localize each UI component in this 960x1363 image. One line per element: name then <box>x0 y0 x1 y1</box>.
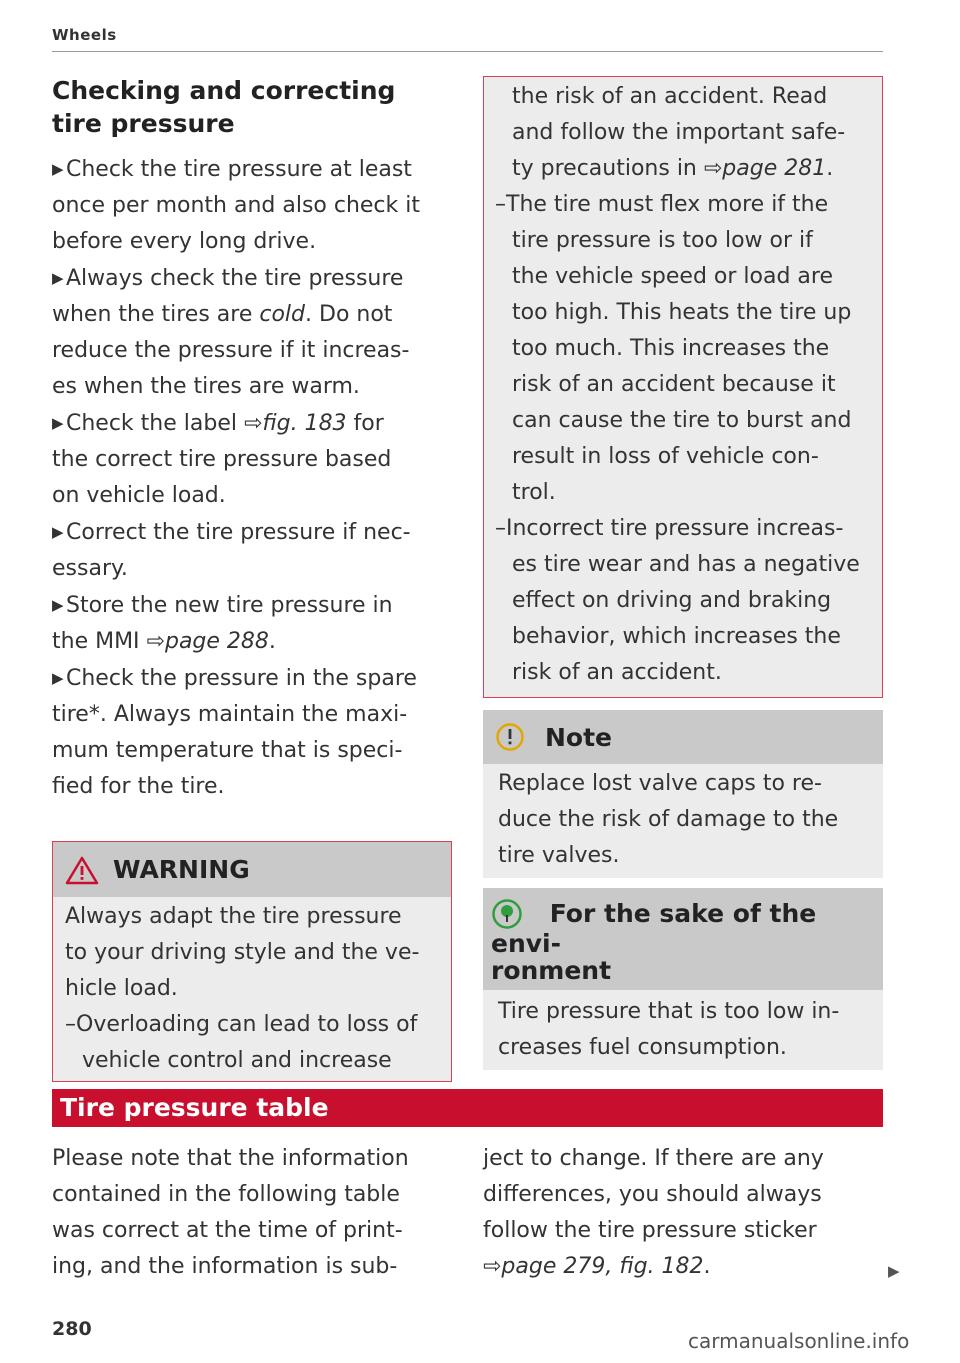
intro-text-line: was correct at the time of print- <box>52 1218 403 1243</box>
warning-text-line: too much. This increases the <box>512 336 830 361</box>
note-text-line: Replace lost valve caps to re- <box>498 771 822 796</box>
bullet-triangle-icon: ▶ <box>52 596 64 614</box>
warning-text-line: to your driving style and the ve- <box>65 940 420 965</box>
intro-text-line: differences, you should always <box>483 1182 822 1207</box>
bullet-triangle-icon: ▶ <box>52 269 64 287</box>
warning-text-line: ty precautions in ⇨page 281. <box>512 156 834 181</box>
bullet-item: ▶ Always check the tire pressure <box>52 260 452 297</box>
note-text-line: tire valves. <box>498 843 620 868</box>
bullet-continuation: es when the tires are warm. <box>52 374 360 399</box>
warning-continuation-box <box>483 76 883 698</box>
environment-text-line: creases fuel consumption. <box>498 1035 787 1060</box>
bullet-item: ▶ Check the pressure in the spare <box>52 660 452 697</box>
intro-text-line: contained in the following table <box>52 1182 400 1207</box>
left-column <box>52 74 452 1082</box>
warning-text-line: trol. <box>512 480 556 505</box>
note-title: Note <box>545 722 613 752</box>
bullet-triangle-icon: ▶ <box>52 669 64 687</box>
environment-text-line: Tire pressure that is too low in- <box>498 999 840 1024</box>
warning-text-line: risk of an accident. <box>512 660 722 685</box>
note-box <box>483 710 883 878</box>
bullet-item: ▶ Check the tire pressure at least <box>52 151 452 188</box>
warning-text-line: –The tire must flex more if the <box>495 192 829 217</box>
table-intro-right <box>483 1141 883 1285</box>
page-number: 280 <box>52 1318 92 1340</box>
bullet-continuation: fied for the tire. <box>52 774 225 799</box>
intro-text-line: follow the tire pressure sticker <box>483 1218 817 1243</box>
warning-text-line: Always adapt the tire pressure <box>65 904 402 929</box>
page-figure-reference-link[interactable]: ⇨page 279, fig. 182 <box>483 1254 704 1279</box>
right-column <box>483 76 883 1070</box>
bullet-continuation: mum temperature that is speci- <box>52 738 403 763</box>
environment-title-line2: ronment <box>491 956 612 985</box>
intro-text-line: Please note that the information <box>52 1146 409 1171</box>
environment-body <box>483 990 883 1070</box>
warning-text-line: can cause the tire to burst and <box>512 408 852 433</box>
warning-text-line: risk of an accident because it <box>512 372 836 397</box>
bullet-continuation: on vehicle load. <box>52 483 226 508</box>
bullet-continuation: tire*. Always maintain the maxi- <box>52 702 408 727</box>
bullet-continuation: once per month and also check it <box>52 193 420 218</box>
bullet-triangle-icon: ▶ <box>52 523 64 541</box>
note-exclamation-icon <box>495 722 525 752</box>
intro-text-line: ⇨page 279, fig. 182. <box>483 1254 711 1279</box>
table-intro-left <box>52 1141 452 1285</box>
warning-text-line: hicle load. <box>65 976 178 1001</box>
bullet-triangle-icon: ▶ <box>52 414 64 432</box>
note-header <box>483 710 883 764</box>
warning-text-line: behavior, which increases the <box>512 624 841 649</box>
page-reference-link[interactable]: ⇨page 288 <box>146 629 269 654</box>
warning-text-line: result in loss of vehicle con- <box>512 444 819 469</box>
bullet-triangle-icon: ▶ <box>52 160 64 178</box>
warning-text-line: –Incorrect tire pressure increas- <box>495 516 844 541</box>
bullet-continuation: the MMI ⇨page 288. <box>52 629 276 654</box>
intro-text-line: ing, and the information is sub- <box>52 1254 398 1279</box>
warning-triangle-icon <box>65 855 99 885</box>
warning-box <box>52 841 452 1082</box>
warning-text-line: tire pressure is too low or if <box>512 228 813 253</box>
header-rule <box>52 51 883 52</box>
bullet-continuation: before every long drive. <box>52 229 317 254</box>
bullet-continuation: reduce the pressure if it increas- <box>52 338 410 363</box>
bullet-continuation: essary. <box>52 556 128 581</box>
warning-text-line: the vehicle speed or load are <box>512 264 833 289</box>
warning-text-line: vehicle control and increase <box>82 1048 392 1073</box>
warning-body <box>53 897 451 1081</box>
section-banner: Tire pressure table <box>52 1089 883 1127</box>
running-header: Wheels <box>52 26 117 44</box>
environment-title-line1: For the sake of the envi- <box>491 899 817 958</box>
warning-title: WARNING <box>113 855 250 884</box>
warning-text-line: the risk of an accident. Read <box>512 84 828 109</box>
warning-text-line: too high. This heats the tire up <box>512 300 852 325</box>
watermark: carmanualsonline.info <box>688 1329 910 1353</box>
warning-text-line: –Overloading can lead to loss of <box>65 1012 418 1037</box>
emphasis-text: cold <box>259 302 306 327</box>
section-heading: Checking and correcting tire pressure <box>52 76 396 138</box>
warning-header <box>53 842 451 897</box>
bullet-item: ▶ Correct the tire pressure if nec- <box>52 514 452 551</box>
environment-header <box>483 888 883 990</box>
warning-text-line: effect on driving and braking <box>512 588 832 613</box>
warning-text-line: es tire wear and has a negative <box>512 552 860 577</box>
bullet-continuation: when the tires are cold. Do not <box>52 302 393 327</box>
intro-text-line: ject to change. If there are any <box>483 1146 824 1171</box>
figure-reference-link[interactable]: ⇨fig. 183 <box>243 411 347 436</box>
continue-arrow-icon: ▶ <box>888 1262 900 1280</box>
tree-environment-icon <box>491 898 523 930</box>
bullet-item: ▶ Store the new tire pressure in <box>52 587 452 624</box>
warning-text-line: and follow the important safe- <box>512 120 846 145</box>
bullet-item: ▶ Check the label ⇨fig. 183 for <box>52 405 452 442</box>
bullet-continuation: the correct tire pressure based <box>52 447 392 472</box>
page-reference-link[interactable]: ⇨page 281 <box>703 156 827 181</box>
note-text-line: duce the risk of damage to the <box>498 807 839 832</box>
note-body <box>483 764 883 878</box>
environment-box <box>483 888 883 1070</box>
